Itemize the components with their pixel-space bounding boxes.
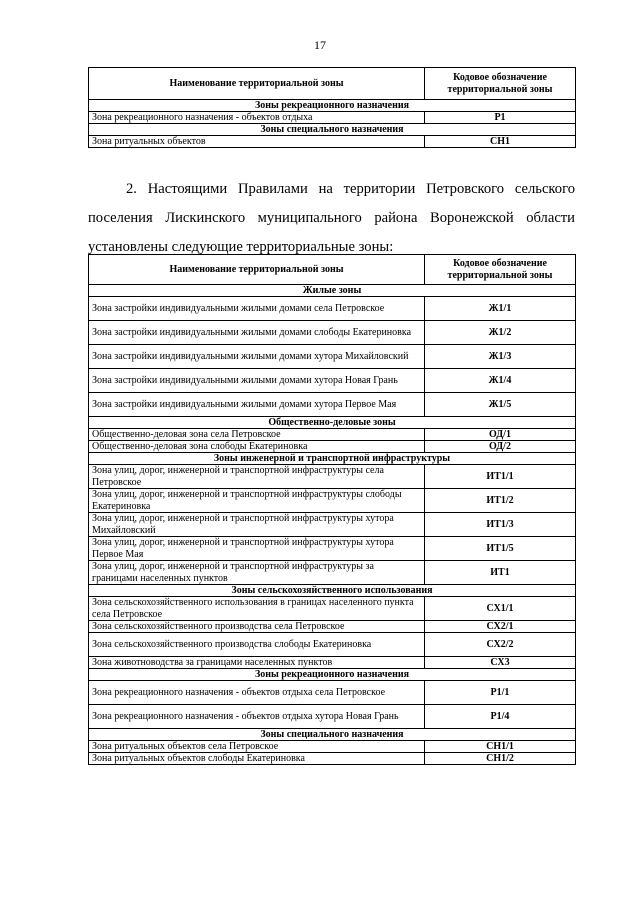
- zone-code-cell: ИТ1/5: [425, 537, 576, 561]
- page-number: 17: [314, 38, 326, 52]
- header-zone-code: Кодовое обозначение территориальной зоны: [425, 255, 576, 285]
- zone-code-cell: Ж1/3: [425, 345, 576, 369]
- zone-code-cell: СХ1/1: [425, 597, 576, 621]
- header-zone-name: Наименование территориальной зоны: [89, 68, 425, 100]
- table-row: [89, 297, 576, 321]
- table-body: [89, 100, 576, 148]
- zone-code-cell: Ж1/4: [425, 369, 576, 393]
- zone-name-cell: Зона застройки индивидуальными жилыми домами хутора Первое Мая: [89, 393, 425, 417]
- section-title: Зоны рекреационного назначения: [89, 100, 576, 112]
- zone-code-cell: Ж1/1: [425, 297, 576, 321]
- zone-name-cell: Зона застройки индивидуальными жилыми домами хутора Новая Грань: [89, 369, 425, 393]
- zone-name-cell: Зона улиц, дорог, инженерной и транспортной инфраструктуры села Петровское: [89, 465, 425, 489]
- zone-code-cell: Ж1/2: [425, 321, 576, 345]
- table-row: [89, 621, 576, 633]
- table-header-row: [89, 255, 576, 285]
- zone-name-cell: Зона рекреационного назначения - объектов отдыха хутора Новая Грань: [89, 705, 425, 729]
- zone-name-cell: Зона улиц, дорог, инженерной и транспортной инфраструктуры хутора Михайловский: [89, 513, 425, 537]
- zone-name-cell: Зона сельскохозяйственного использования в границах населенного пункта села Петровское: [89, 597, 425, 621]
- header-zone-code: Кодовое обозначение территориальной зоны: [425, 68, 576, 100]
- table-row: [89, 369, 576, 393]
- table-row: [89, 465, 576, 489]
- table-row: [89, 561, 576, 585]
- zone-name-cell: Общественно-деловая зона села Петровское: [89, 429, 425, 441]
- zone-code-cell: СХ2/1: [425, 621, 576, 633]
- zone-name-cell: Зона застройки индивидуальными жилыми домами села Петровское: [89, 297, 425, 321]
- table-row: [89, 393, 576, 417]
- table-row: [89, 657, 576, 669]
- table-row: [89, 489, 576, 513]
- section-row: [89, 453, 576, 465]
- table-row: [89, 136, 576, 148]
- table-row: [89, 741, 576, 753]
- table-row: [89, 705, 576, 729]
- zone-name-cell: Зона ритуальных объектов села Петровское: [89, 741, 425, 753]
- section-row: [89, 100, 576, 112]
- table-row: [89, 513, 576, 537]
- table-row: [89, 321, 576, 345]
- zone-code-cell: ИТ1/2: [425, 489, 576, 513]
- zone-name-cell: Зона рекреационного назначения - объектов отдыха села Петровское: [89, 681, 425, 705]
- zone-name-cell: Зона улиц, дорог, инженерной и транспортной инфраструктуры за границами населенных пунктов: [89, 561, 425, 585]
- table-row: [89, 633, 576, 657]
- zone-code-cell: СН1: [425, 136, 576, 148]
- zone-code-cell: Р1/1: [425, 681, 576, 705]
- zones-table: [88, 254, 576, 765]
- zone-name-cell: Зона рекреационного назначения - объектов отдыха: [89, 112, 425, 124]
- zone-name-cell: Зона застройки индивидуальными жилыми домами слободы Екатериновка: [89, 321, 425, 345]
- table-body: [89, 285, 576, 765]
- zone-name-cell: Зона сельскохозяйственного производства села Петровское: [89, 621, 425, 633]
- intro-paragraph-block: [88, 175, 575, 262]
- section-title: Зоны специального назначения: [89, 124, 576, 136]
- zone-code-cell: СХ3: [425, 657, 576, 669]
- section-title: Зоны инженерной и транспортной инфраструктуры: [89, 453, 576, 465]
- section-title: Зоны специального назначения: [89, 729, 576, 741]
- table-row: [89, 345, 576, 369]
- section-row: [89, 417, 576, 429]
- zone-code-cell: СН1/1: [425, 741, 576, 753]
- zone-code-cell: ИТ1: [425, 561, 576, 585]
- table-row: [89, 441, 576, 453]
- section-title: Общественно-деловые зоны: [89, 417, 576, 429]
- zone-name-cell: Зона ритуальных объектов слободы Екатериновка: [89, 753, 425, 765]
- table-row: [89, 112, 576, 124]
- zone-name-cell: Зона улиц, дорог, инженерной и транспортной инфраструктуры хутора Первое Мая: [89, 537, 425, 561]
- zones-table-continued: [88, 67, 576, 148]
- zone-code-cell: Р1: [425, 112, 576, 124]
- zone-code-cell: ИТ1/1: [425, 465, 576, 489]
- zone-name-cell: Зона улиц, дорог, инженерной и транспортной инфраструктуры слободы Екатериновка: [89, 489, 425, 513]
- zone-code-cell: СХ2/2: [425, 633, 576, 657]
- section-row: [89, 729, 576, 741]
- section-title: Зоны сельскохозяйственного использования: [89, 585, 576, 597]
- zone-name-cell: Зона животноводства за границами населенных пунктов: [89, 657, 425, 669]
- header-zone-name: Наименование территориальной зоны: [89, 255, 425, 285]
- intro-paragraph: 2. Настоящими Правилами на территории Петровского сельского поселения Лискинского муниципального района Воронежской области установлены следующие территориальные зоны:: [88, 181, 575, 255]
- section-title: Зоны рекреационного назначения: [89, 669, 576, 681]
- zone-name-cell: Зона ритуальных объектов: [89, 136, 425, 148]
- section-row: [89, 669, 576, 681]
- section-row: [89, 285, 576, 297]
- table-row: [89, 753, 576, 765]
- table-row: [89, 597, 576, 621]
- zone-code-cell: Р1/4: [425, 705, 576, 729]
- section-row: [89, 124, 576, 136]
- zone-code-cell: ОД/2: [425, 441, 576, 453]
- table-row: [89, 681, 576, 705]
- zone-name-cell: Зона сельскохозяйственного производства слободы Екатериновка: [89, 633, 425, 657]
- zone-code-cell: ОД/1: [425, 429, 576, 441]
- section-title: Жилые зоны: [89, 285, 576, 297]
- zone-name-cell: Зона застройки индивидуальными жилыми домами хутора Михайловский: [89, 345, 425, 369]
- zone-code-cell: ИТ1/3: [425, 513, 576, 537]
- table-row: [89, 429, 576, 441]
- zone-code-cell: СН1/2: [425, 753, 576, 765]
- zone-code-cell: Ж1/5: [425, 393, 576, 417]
- zone-name-cell: Общественно-деловая зона слободы Екатериновка: [89, 441, 425, 453]
- table-header-row: [89, 68, 576, 100]
- section-row: [89, 585, 576, 597]
- table-row: [89, 537, 576, 561]
